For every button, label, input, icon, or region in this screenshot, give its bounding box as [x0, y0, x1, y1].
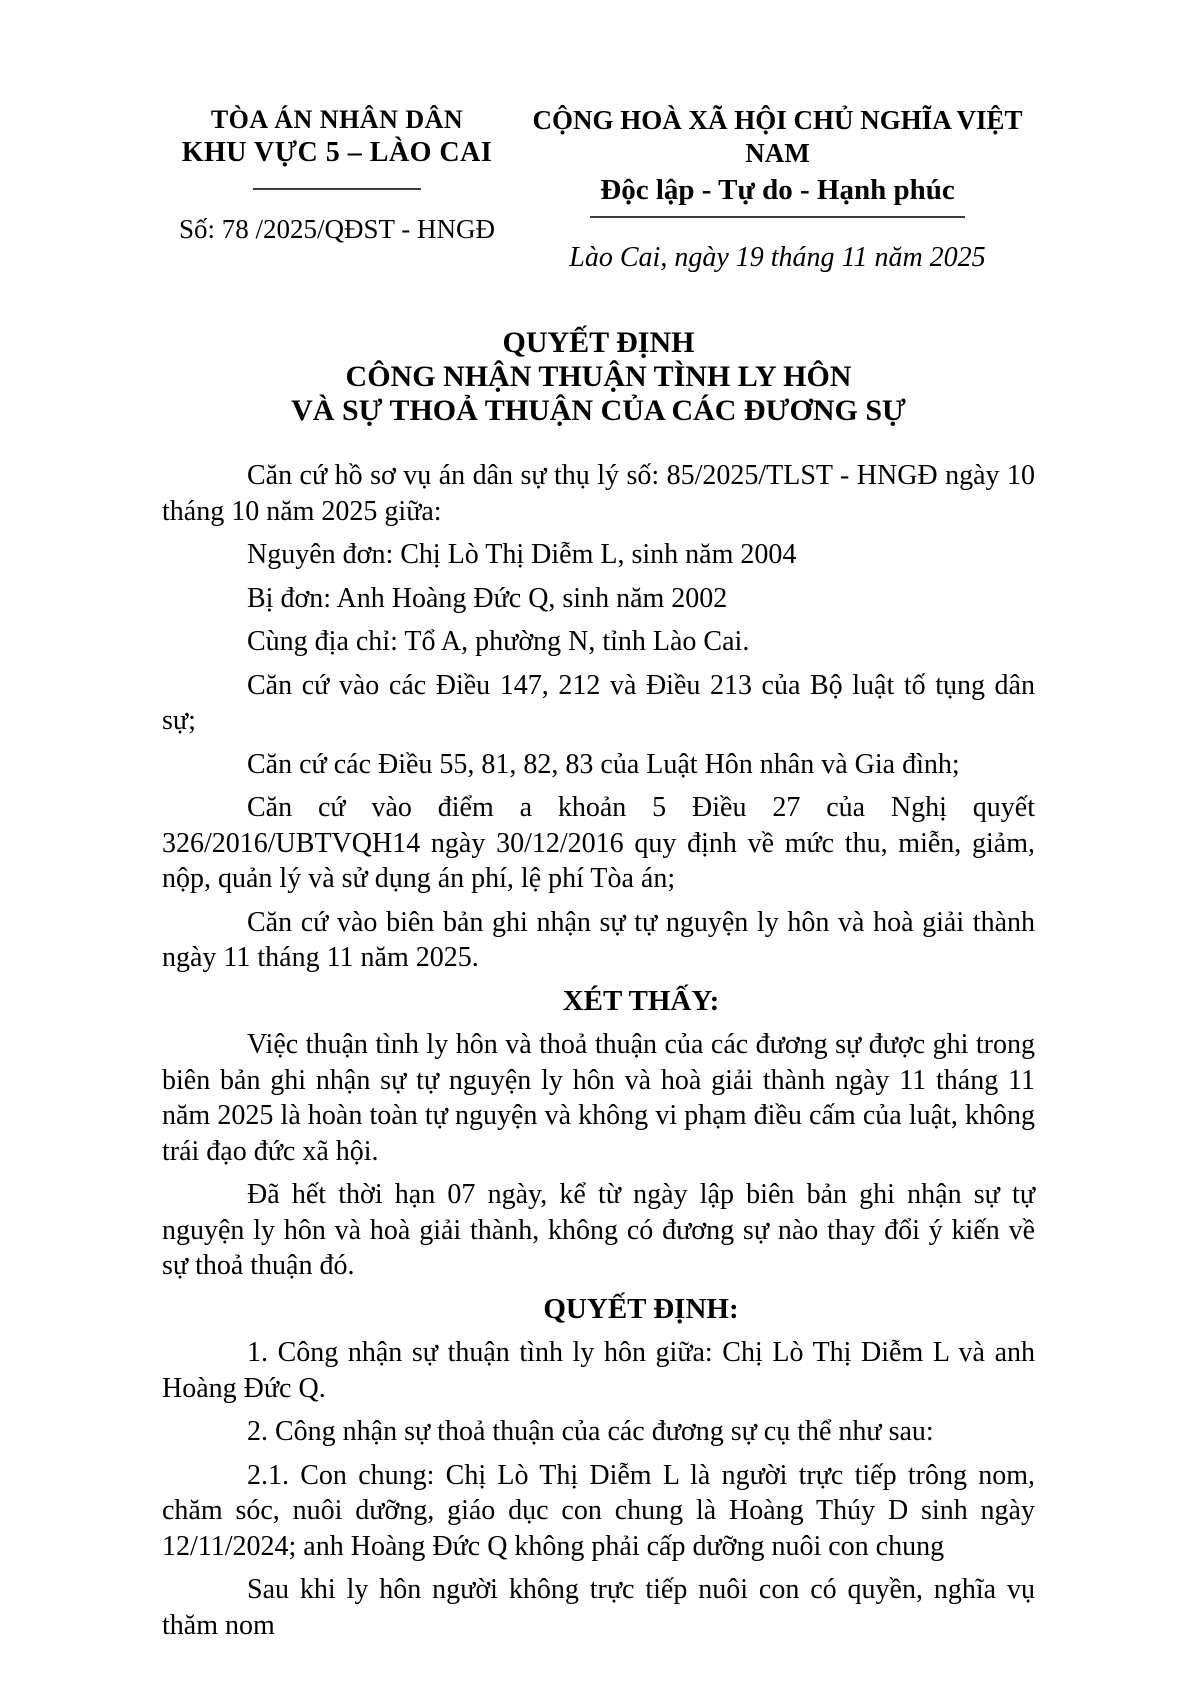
plaintiff-line: Nguyên đơn: Chị Lò Thị Diễm L, sinh năm 2004: [247, 539, 797, 570]
ruling-paragraph: 2. Công nhận sự thoả thuận của các đương sự cụ thể như sau:: [247, 1416, 934, 1447]
document-body: [162, 458, 1035, 1643]
findings-paragraph: Đã hết thời hạn 07 ngày, kể từ ngày lập biên bản ghi nhận sự tự nguyện ly hôn và hoà giải thành, không có đương sự nào thay đổi ý kiến về sự thoả thuận đó.: [162, 1179, 1035, 1281]
national-motto-block: [520, 104, 1035, 274]
court-name-line1: TÒA ÁN NHÂN DÂN: [210, 105, 464, 134]
place-date-line: Lào Cai, ngày 19 tháng 11 năm 2025: [569, 242, 986, 273]
address-line: Cùng địa chỉ: Tổ A, phường N, tỉnh Lào Cai.: [247, 626, 750, 657]
court-block: [162, 104, 512, 245]
legal-basis-paragraph: Căn cứ vào các Điều 147, 212 và Điều 213 của Bộ luật tố tụng dân sự;: [162, 669, 1035, 736]
national-motto: Độc lập - Tự do - Hạnh phúc: [590, 173, 965, 218]
document-header: [162, 104, 1035, 274]
legal-basis-paragraph: Căn cứ vào điểm a khoản 5 Điều 27 của Nghị quyết 326/2016/UBTVQH14 ngày 30/12/2016 quy định về mức thu, miễn, giảm, nộp, quản lý và sử dụng án phí, lệ phí Tòa án;: [162, 792, 1035, 894]
decision-title-block: [162, 326, 1035, 428]
legal-basis-paragraph: Căn cứ các Điều 55, 81, 82, 83 của Luật Hôn nhân và Gia đình;: [247, 748, 960, 780]
case-number: Số: 78 /2025/QĐST - HNGĐ: [178, 214, 496, 244]
ruling-paragraph: 1. Công nhận sự thuận tình ly hôn giữa: Chị Lò Thị Diễm L và anh Hoàng Đức Q.: [162, 1337, 1035, 1404]
court-name-line2: KHU VỰC 5 – LÀO CAI: [181, 137, 493, 168]
section-heading-quyet-dinh: QUYẾT ĐỊNH:: [543, 1292, 739, 1325]
decision-title-line2: CÔNG NHẬN THUẬN TÌNH LY HÔN: [345, 360, 852, 393]
preamble-paragraph: Căn cứ hồ sơ vụ án dân sự thụ lý số: 85/2025/TLST - HNGĐ ngày 10 tháng 10 năm 2025 giữa:: [162, 460, 1035, 527]
decision-title-line3: VÀ SỰ THOẢ THUẬN CỦA CÁC ĐƯƠNG SỰ: [291, 394, 906, 427]
section-heading-xet-thay: XÉT THẤY:: [562, 984, 720, 1017]
ruling-paragraph: Sau khi ly hôn người không trực tiếp nuôi con có quyền, nghĩa vụ thăm nom: [162, 1574, 1035, 1641]
decision-title-line1: QUYẾT ĐỊNH: [502, 326, 695, 359]
court-block-divider: [253, 188, 421, 190]
legal-basis-paragraph: Căn cứ vào biên bản ghi nhận sự tự nguyện ly hôn và hoà giải thành ngày 11 tháng 11 năm 2025.: [162, 906, 1035, 973]
defendant-line: Bị đơn: Anh Hoàng Đức Q, sinh năm 2002: [247, 582, 728, 614]
ruling-paragraph: 2.1. Con chung: Chị Lò Thị Diễm L là người trực tiếp trông nom, chăm sóc, nuôi dưỡng, giáo dục con chung là Hoàng Thúy D sinh ngày 12/11/2024; anh Hoàng Đức Q không phải cấp dưỡng nuôi con chung: [162, 1459, 1035, 1562]
findings-paragraph: Việc thuận tình ly hôn và thoả thuận của các đương sự được ghi trong biên bản ghi nhận sự tự nguyện ly hôn và hoà giải thành ngày 11 tháng 11 năm 2025 là hoàn toàn tự nguyện và không vi phạm điều cấm của luật, không trái đạo đức xã hội.: [162, 1029, 1035, 1167]
national-title: CỘNG HOÀ XÃ HỘI CHỦ NGHĨA VIỆT NAM: [532, 105, 1023, 168]
